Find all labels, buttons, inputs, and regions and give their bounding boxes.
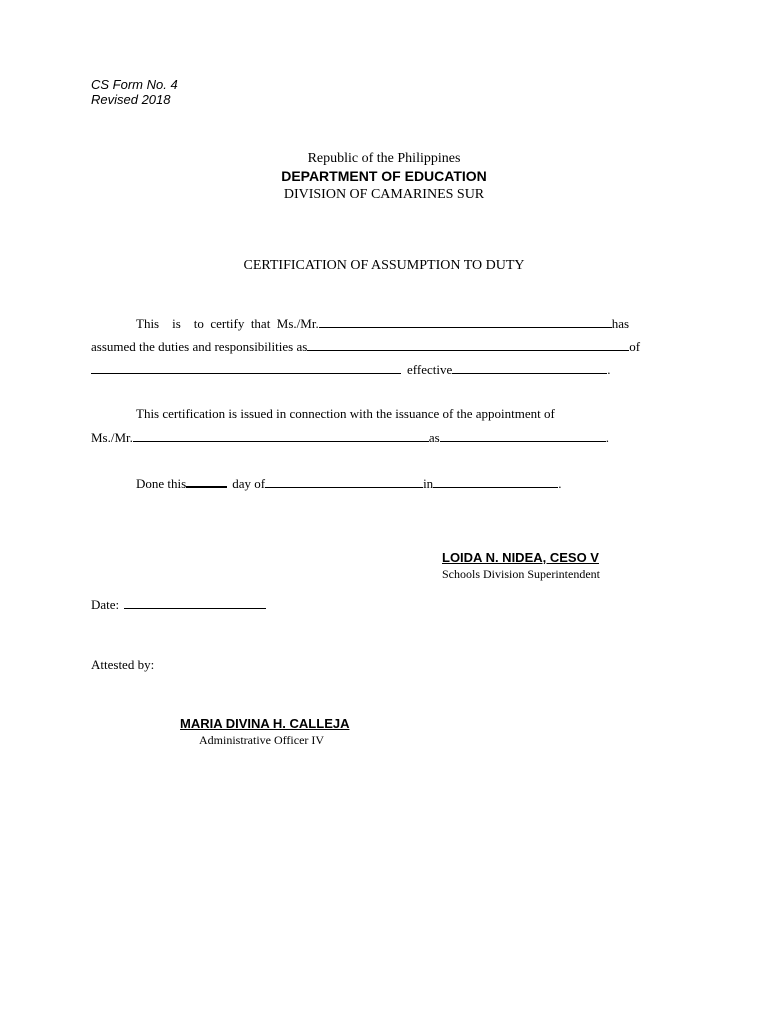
office-blank[interactable] — [91, 361, 401, 374]
month-blank[interactable] — [265, 475, 423, 488]
assumed-text: assumed the duties and responsibilities as — [91, 339, 308, 354]
date-label: Date: — [91, 597, 120, 612]
period-1: . — [607, 362, 611, 377]
admin-officer-name: MARIA DIVINA H. CALLEJA — [180, 716, 350, 731]
department-heading: DEPARTMENT OF EDUCATION — [281, 168, 487, 184]
name-blank[interactable] — [319, 315, 612, 328]
effective-date-blank[interactable] — [452, 361, 607, 374]
done-this-line — [136, 474, 561, 492]
attested-by-label: Attested by: — [91, 657, 155, 672]
done-this-text: Done this — [136, 476, 187, 491]
paragraph1-line2 — [91, 338, 640, 355]
admin-officer-title: Administrative Officer IV — [199, 733, 325, 747]
has-text: has — [611, 316, 630, 331]
date-line — [91, 596, 266, 613]
appointee-blank[interactable] — [133, 429, 429, 442]
day-of-text: day of — [232, 476, 266, 491]
paragraph2-line2 — [91, 429, 609, 446]
as-text: as — [428, 430, 440, 445]
position-blank[interactable] — [307, 338, 629, 351]
of-text: of — [629, 339, 641, 354]
year-blank[interactable] — [433, 475, 558, 488]
document-title: CERTIFICATION OF ASSUMPTION TO DUTY — [243, 258, 525, 273]
form-revision: Revised 2018 — [91, 92, 171, 107]
in-text: in — [423, 476, 434, 491]
superintendent-name: LOIDA N. NIDEA, CESO V — [442, 550, 599, 565]
superintendent-title: Schools Division Superintendent — [442, 567, 600, 581]
period-2: . — [605, 430, 609, 445]
republic-heading: Republic of the Philippines — [307, 151, 461, 166]
effective-text: effective — [407, 362, 453, 377]
certify-text: This is to certify that Ms./Mr. — [136, 316, 319, 331]
period-3: . — [558, 476, 562, 491]
appointment-position-blank[interactable] — [440, 429, 606, 442]
msmr-text: Ms./Mr. — [91, 430, 133, 445]
division-heading: DIVISION OF CAMARINES SUR — [283, 187, 485, 202]
paragraph1-line3 — [91, 361, 610, 378]
paragraph2-line1: This certification is issued in connection with the issuance of the appointment of — [136, 406, 555, 421]
day-blank[interactable] — [186, 474, 227, 488]
date-blank[interactable] — [124, 596, 266, 609]
paragraph1-line1 — [136, 315, 629, 332]
form-number: CS Form No. 4 — [91, 77, 178, 92]
